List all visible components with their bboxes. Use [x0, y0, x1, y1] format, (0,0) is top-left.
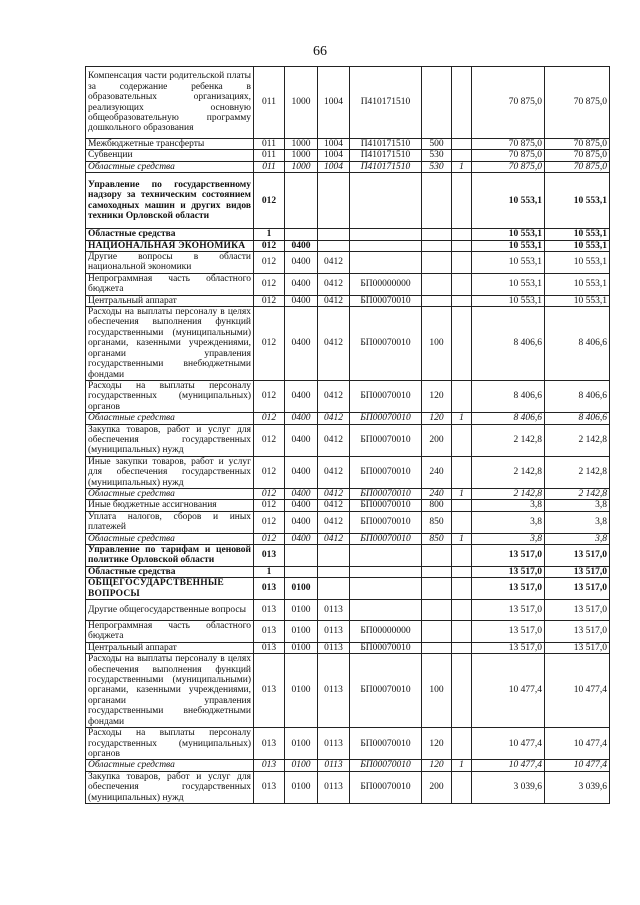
cell-amount-1: 2 142,8 — [472, 456, 545, 488]
cell-amount-2: 10 553,1 — [545, 229, 610, 240]
cell-section: 1000 — [285, 139, 318, 150]
cell-section: 0100 — [285, 771, 318, 803]
cell-target-article: БП00000000 — [350, 273, 422, 295]
cell-section — [285, 229, 318, 240]
cell-amount-2: 8 406,6 — [545, 307, 610, 381]
cell-subsection: 0113 — [318, 654, 350, 728]
cell-target-article: БП00070010 — [350, 488, 422, 499]
cell-amount-2: 10 553,1 — [545, 273, 610, 295]
cell-subsection — [318, 566, 350, 577]
cell-subsection: 0113 — [318, 642, 350, 653]
cell-subsection: 0412 — [318, 488, 350, 499]
cell-amount-2: 3,8 — [545, 500, 610, 511]
cell-target-article: БП00070010 — [350, 511, 422, 533]
cell-amount-1: 13 517,0 — [472, 566, 545, 577]
cell-amount-2: 13 517,0 — [545, 621, 610, 643]
cell-subsection: 0412 — [318, 500, 350, 511]
cell-amount-2: 8 406,6 — [545, 380, 610, 412]
cell-expense-type — [422, 600, 452, 621]
cell-name: Областные средства — [86, 229, 254, 240]
cell-amount-2: 13 517,0 — [545, 545, 610, 567]
cell-section — [285, 173, 318, 229]
cell-expense-type: 240 — [422, 456, 452, 488]
cell-amount-2: 2 142,8 — [545, 456, 610, 488]
cell-amount-2: 70 875,0 — [545, 67, 610, 139]
cell-target-article: БП00070010 — [350, 533, 422, 544]
cell-expense-type: 200 — [422, 424, 452, 456]
cell-admin-code: 011 — [254, 161, 285, 172]
table-row — [86, 545, 610, 567]
cell-subsection: 0412 — [318, 252, 350, 274]
cell-admin-code: 1 — [254, 229, 285, 240]
cell-funding-source — [452, 173, 472, 229]
cell-section: 0400 — [285, 424, 318, 456]
cell-target-article: БП00070010 — [350, 413, 422, 424]
cell-name: Областные средства — [86, 760, 254, 771]
cell-amount-1: 70 875,0 — [472, 161, 545, 172]
cell-name: Расходы на выплаты персоналу государственных (муниципальных) органов — [86, 380, 254, 412]
cell-name: Другие вопросы в области национальной экономики — [86, 252, 254, 274]
cell-funding-source — [452, 771, 472, 803]
cell-expense-type — [422, 566, 452, 577]
table-row — [86, 252, 610, 274]
cell-admin-code: 013 — [254, 600, 285, 621]
cell-section: 1000 — [285, 161, 318, 172]
cell-amount-2: 3 039,6 — [545, 771, 610, 803]
table-row — [86, 456, 610, 488]
budget-table — [85, 66, 610, 804]
cell-section: 0100 — [285, 578, 318, 600]
table-row — [86, 173, 610, 229]
table-row — [86, 240, 610, 251]
cell-target-article: П410171510 — [350, 161, 422, 172]
cell-admin-code: 011 — [254, 150, 285, 161]
cell-funding-source — [452, 273, 472, 295]
cell-expense-type — [422, 240, 452, 251]
cell-amount-2: 10 553,1 — [545, 295, 610, 306]
cell-admin-code: 012 — [254, 413, 285, 424]
cell-expense-type — [422, 642, 452, 653]
cell-expense-type: 120 — [422, 728, 452, 760]
cell-amount-2: 70 875,0 — [545, 161, 610, 172]
table-row — [86, 413, 610, 424]
table-row — [86, 533, 610, 544]
cell-name: Субвенции — [86, 150, 254, 161]
cell-expense-type: 120 — [422, 760, 452, 771]
table-row — [86, 500, 610, 511]
cell-target-article: БП00070010 — [350, 295, 422, 306]
cell-amount-2: 10 477,4 — [545, 728, 610, 760]
cell-subsection: 1004 — [318, 67, 350, 139]
cell-target-article: БП00070010 — [350, 424, 422, 456]
cell-funding-source — [452, 252, 472, 274]
cell-expense-type: 850 — [422, 511, 452, 533]
table-row — [86, 566, 610, 577]
cell-section: 0400 — [285, 240, 318, 251]
cell-name: Компенсация части родительской платы за содержание ребенка в образовательных организациях, реализующих основную общеобразовательную программу дошкольного образования — [86, 67, 254, 139]
table-row — [86, 229, 610, 240]
cell-subsection: 0412 — [318, 424, 350, 456]
cell-section: 0400 — [285, 252, 318, 274]
cell-funding-source — [452, 139, 472, 150]
table-row — [86, 273, 610, 295]
cell-amount-1: 8 406,6 — [472, 307, 545, 381]
cell-name: Закупка товаров, работ и услуг для обеспечения государственных (муниципальных) нужд — [86, 771, 254, 803]
cell-target-article — [350, 229, 422, 240]
cell-funding-source — [452, 621, 472, 643]
cell-subsection: 0412 — [318, 511, 350, 533]
cell-amount-2: 2 142,8 — [545, 424, 610, 456]
cell-amount-1: 13 517,0 — [472, 621, 545, 643]
cell-section: 1000 — [285, 67, 318, 139]
table-row — [86, 760, 610, 771]
cell-name: Центральный аппарат — [86, 642, 254, 653]
cell-funding-source — [452, 380, 472, 412]
cell-expense-type: 500 — [422, 139, 452, 150]
cell-amount-1: 70 875,0 — [472, 150, 545, 161]
cell-target-article: П410171510 — [350, 139, 422, 150]
cell-expense-type: 120 — [422, 380, 452, 412]
cell-expense-type — [422, 229, 452, 240]
cell-amount-1: 10 477,4 — [472, 654, 545, 728]
cell-amount-2: 2 142,8 — [545, 488, 610, 499]
cell-expense-type — [422, 252, 452, 274]
cell-amount-1: 10 477,4 — [472, 760, 545, 771]
table-row — [86, 642, 610, 653]
cell-target-article — [350, 578, 422, 600]
cell-subsection: 0412 — [318, 307, 350, 381]
cell-section: 0400 — [285, 273, 318, 295]
cell-amount-1: 70 875,0 — [472, 139, 545, 150]
cell-name: Расходы на выплаты персоналу в целях обеспечения выполнения функций государственными (муниципальными) органами, казенными учреждениями, органами управления государственными внебюджетными фондами — [86, 307, 254, 381]
cell-expense-type: 850 — [422, 533, 452, 544]
cell-section: 0400 — [285, 456, 318, 488]
table-row — [86, 488, 610, 499]
cell-name: Областные средства — [86, 566, 254, 577]
cell-amount-1: 3,8 — [472, 500, 545, 511]
cell-funding-source — [452, 229, 472, 240]
cell-admin-code: 012 — [254, 295, 285, 306]
cell-target-article: БП00070010 — [350, 500, 422, 511]
cell-amount-1: 3 039,6 — [472, 771, 545, 803]
cell-admin-code: 013 — [254, 654, 285, 728]
cell-section: 1000 — [285, 150, 318, 161]
cell-amount-1: 13 517,0 — [472, 578, 545, 600]
cell-amount-1: 8 406,6 — [472, 413, 545, 424]
cell-admin-code: 012 — [254, 173, 285, 229]
cell-admin-code: 013 — [254, 760, 285, 771]
cell-target-article: БП00070010 — [350, 771, 422, 803]
cell-expense-type: 530 — [422, 161, 452, 172]
cell-admin-code: 012 — [254, 252, 285, 274]
cell-section: 0400 — [285, 488, 318, 499]
cell-funding-source — [452, 67, 472, 139]
cell-funding-source — [452, 295, 472, 306]
cell-amount-2: 13 517,0 — [545, 578, 610, 600]
cell-name: Областные средства — [86, 161, 254, 172]
cell-funding-source — [452, 545, 472, 567]
page-number: 66 — [313, 44, 327, 59]
cell-admin-code: 012 — [254, 273, 285, 295]
cell-funding-source — [452, 307, 472, 381]
cell-admin-code: 012 — [254, 240, 285, 251]
cell-amount-1: 13 517,0 — [472, 600, 545, 621]
cell-expense-type — [422, 295, 452, 306]
cell-name: Непрограммная часть областного бюджета — [86, 621, 254, 643]
cell-target-article — [350, 252, 422, 274]
cell-target-article — [350, 545, 422, 567]
cell-section: 0400 — [285, 307, 318, 381]
cell-admin-code: 012 — [254, 533, 285, 544]
cell-target-article: БП00070010 — [350, 760, 422, 771]
cell-name: Областные средства — [86, 413, 254, 424]
cell-amount-2: 13 517,0 — [545, 600, 610, 621]
cell-amount-1: 10 553,1 — [472, 252, 545, 274]
cell-expense-type: 530 — [422, 150, 452, 161]
cell-subsection: 0412 — [318, 295, 350, 306]
cell-name: Расходы на выплаты персоналу государственных (муниципальных) органов — [86, 728, 254, 760]
cell-expense-type: 240 — [422, 488, 452, 499]
cell-subsection — [318, 240, 350, 251]
cell-admin-code: 012 — [254, 500, 285, 511]
cell-target-article: П410171510 — [350, 67, 422, 139]
cell-name: Областные средства — [86, 488, 254, 499]
cell-funding-source — [452, 642, 472, 653]
table-row — [86, 511, 610, 533]
table-row — [86, 67, 610, 139]
cell-funding-source: 1 — [452, 413, 472, 424]
table-row — [86, 424, 610, 456]
cell-name: Центральный аппарат — [86, 295, 254, 306]
cell-target-article: П410171510 — [350, 150, 422, 161]
cell-subsection: 0412 — [318, 380, 350, 412]
cell-target-article: БП00070010 — [350, 728, 422, 760]
cell-amount-1: 13 517,0 — [472, 642, 545, 653]
cell-expense-type — [422, 621, 452, 643]
cell-section: 0100 — [285, 654, 318, 728]
cell-subsection: 0412 — [318, 533, 350, 544]
cell-section: 0100 — [285, 621, 318, 643]
cell-section — [285, 545, 318, 567]
cell-section: 0100 — [285, 728, 318, 760]
cell-amount-2: 13 517,0 — [545, 566, 610, 577]
cell-expense-type: 800 — [422, 500, 452, 511]
table-row — [86, 161, 610, 172]
cell-subsection — [318, 173, 350, 229]
cell-amount-1: 2 142,8 — [472, 424, 545, 456]
cell-amount-2: 70 875,0 — [545, 150, 610, 161]
cell-funding-source — [452, 240, 472, 251]
table-row — [86, 150, 610, 161]
cell-name: Областные средства — [86, 533, 254, 544]
cell-subsection: 0113 — [318, 771, 350, 803]
cell-expense-type: 100 — [422, 654, 452, 728]
cell-amount-1: 8 406,6 — [472, 380, 545, 412]
cell-subsection: 0412 — [318, 273, 350, 295]
cell-expense-type — [422, 545, 452, 567]
cell-admin-code: 012 — [254, 488, 285, 499]
cell-name: НАЦИОНАЛЬНАЯ ЭКОНОМИКА — [86, 240, 254, 251]
cell-subsection: 0113 — [318, 621, 350, 643]
cell-amount-1: 10 553,1 — [472, 240, 545, 251]
cell-amount-2: 70 875,0 — [545, 139, 610, 150]
table-row — [86, 654, 610, 728]
cell-admin-code: 013 — [254, 771, 285, 803]
cell-target-article — [350, 600, 422, 621]
cell-admin-code: 011 — [254, 139, 285, 150]
cell-expense-type: 200 — [422, 771, 452, 803]
cell-admin-code: 1 — [254, 566, 285, 577]
cell-funding-source — [452, 424, 472, 456]
cell-target-article: БП00070010 — [350, 654, 422, 728]
cell-subsection — [318, 545, 350, 567]
cell-target-article: БП00070010 — [350, 642, 422, 653]
cell-admin-code: 011 — [254, 67, 285, 139]
cell-target-article: БП00070010 — [350, 380, 422, 412]
cell-section: 0400 — [285, 295, 318, 306]
table-row — [86, 578, 610, 600]
cell-admin-code: 012 — [254, 424, 285, 456]
cell-admin-code: 012 — [254, 456, 285, 488]
cell-amount-1: 10 553,1 — [472, 229, 545, 240]
cell-name: Непрограммная часть областного бюджета — [86, 273, 254, 295]
cell-section: 0400 — [285, 380, 318, 412]
cell-amount-2: 3,8 — [545, 533, 610, 544]
cell-funding-source — [452, 511, 472, 533]
cell-amount-1: 10 553,1 — [472, 295, 545, 306]
cell-amount-1: 10 477,4 — [472, 728, 545, 760]
table-row — [86, 380, 610, 412]
cell-name: Уплата налогов, сборов и иных платежей — [86, 511, 254, 533]
table-row — [86, 771, 610, 803]
cell-admin-code: 013 — [254, 545, 285, 567]
cell-target-article: БП00070010 — [350, 456, 422, 488]
cell-funding-source — [452, 600, 472, 621]
cell-section: 0100 — [285, 600, 318, 621]
cell-amount-1: 2 142,8 — [472, 488, 545, 499]
cell-section: 0400 — [285, 533, 318, 544]
cell-subsection: 0113 — [318, 760, 350, 771]
cell-amount-1: 10 553,1 — [472, 173, 545, 229]
cell-subsection: 1004 — [318, 139, 350, 150]
cell-name: Другие общегосударственные вопросы — [86, 600, 254, 621]
cell-subsection: 1004 — [318, 161, 350, 172]
cell-amount-2: 10 553,1 — [545, 173, 610, 229]
cell-admin-code: 013 — [254, 578, 285, 600]
cell-amount-2: 10 553,1 — [545, 240, 610, 251]
cell-funding-source: 1 — [452, 533, 472, 544]
cell-amount-2: 10 477,4 — [545, 760, 610, 771]
cell-expense-type: 100 — [422, 307, 452, 381]
cell-expense-type: 120 — [422, 413, 452, 424]
cell-section: 0400 — [285, 500, 318, 511]
cell-funding-source — [452, 566, 472, 577]
cell-amount-1: 10 553,1 — [472, 273, 545, 295]
cell-name: Управление по тарифам и ценовой политике Орловской области — [86, 545, 254, 567]
cell-expense-type — [422, 173, 452, 229]
cell-amount-1: 3,8 — [472, 533, 545, 544]
cell-subsection: 0113 — [318, 600, 350, 621]
cell-funding-source — [452, 728, 472, 760]
cell-admin-code: 012 — [254, 307, 285, 381]
cell-amount-1: 70 875,0 — [472, 67, 545, 139]
cell-name: Закупка товаров, работ и услуг для обеспечения государственных (муниципальных) нужд — [86, 424, 254, 456]
cell-funding-source: 1 — [452, 161, 472, 172]
cell-target-article: БП00000000 — [350, 621, 422, 643]
table-row — [86, 295, 610, 306]
cell-amount-1: 13 517,0 — [472, 545, 545, 567]
cell-target-article — [350, 173, 422, 229]
cell-subsection: 0113 — [318, 728, 350, 760]
cell-amount-2: 3,8 — [545, 511, 610, 533]
cell-target-article — [350, 566, 422, 577]
cell-funding-source: 1 — [452, 760, 472, 771]
table-row — [86, 307, 610, 381]
cell-admin-code: 013 — [254, 728, 285, 760]
cell-section: 0100 — [285, 642, 318, 653]
cell-amount-2: 8 406,6 — [545, 413, 610, 424]
cell-section — [285, 566, 318, 577]
cell-section: 0100 — [285, 760, 318, 771]
cell-funding-source — [452, 500, 472, 511]
cell-funding-source — [452, 654, 472, 728]
table-row — [86, 621, 610, 643]
cell-name: Расходы на выплаты персоналу в целях обеспечения выполнения функций государственными (муниципальными) органами, казенными учреждениями, органами управления государственными внебюджетными фондами — [86, 654, 254, 728]
cell-amount-2: 10 553,1 — [545, 252, 610, 274]
cell-name: Иные закупки товаров, работ и услуг для обеспечения государственных (муниципальных) нужд — [86, 456, 254, 488]
cell-subsection: 1004 — [318, 150, 350, 161]
cell-name: Управление по государственному надзору за техническим состоянием самоходных машин и других видов техники Орловской области — [86, 173, 254, 229]
cell-expense-type — [422, 67, 452, 139]
cell-admin-code: 012 — [254, 380, 285, 412]
table-row — [86, 139, 610, 150]
cell-subsection — [318, 578, 350, 600]
cell-expense-type — [422, 273, 452, 295]
cell-admin-code: 012 — [254, 511, 285, 533]
cell-name: Межбюджетные трансферты — [86, 139, 254, 150]
cell-admin-code: 013 — [254, 642, 285, 653]
cell-target-article — [350, 240, 422, 251]
cell-subsection — [318, 229, 350, 240]
cell-subsection: 0412 — [318, 413, 350, 424]
cell-funding-source — [452, 578, 472, 600]
cell-section: 0400 — [285, 511, 318, 533]
cell-section: 0400 — [285, 413, 318, 424]
cell-expense-type — [422, 578, 452, 600]
cell-amount-2: 10 477,4 — [545, 654, 610, 728]
cell-subsection: 0412 — [318, 456, 350, 488]
cell-name: Иные бюджетные ассигнования — [86, 500, 254, 511]
cell-target-article: БП00070010 — [350, 307, 422, 381]
budget-table-body — [86, 67, 610, 804]
cell-name: ОБЩЕГОСУДАРСТВЕННЫЕ ВОПРОСЫ — [86, 578, 254, 600]
cell-amount-2: 13 517,0 — [545, 642, 610, 653]
table-row — [86, 600, 610, 621]
cell-funding-source — [452, 456, 472, 488]
cell-amount-1: 3,8 — [472, 511, 545, 533]
cell-funding-source: 1 — [452, 488, 472, 499]
table-row — [86, 728, 610, 760]
cell-funding-source — [452, 150, 472, 161]
cell-admin-code: 013 — [254, 621, 285, 643]
